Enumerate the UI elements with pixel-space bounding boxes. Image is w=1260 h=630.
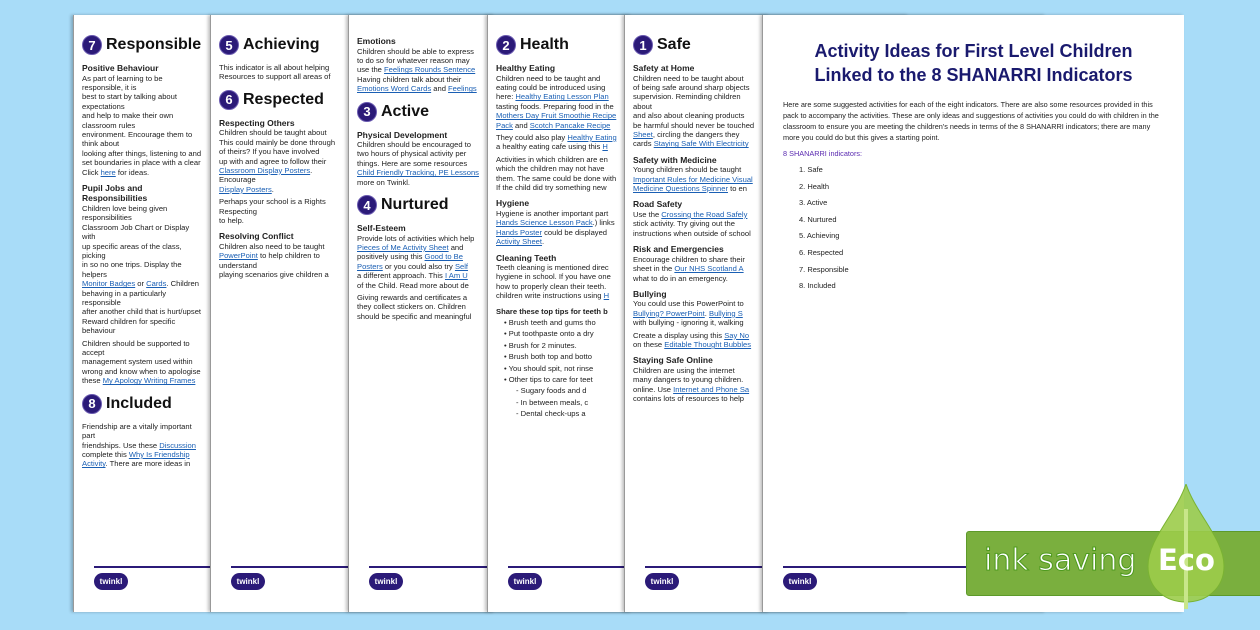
text-line: up with and agree to follow their [219,156,327,166]
text-line: be harmful should never be touched [633,120,755,130]
resource-link[interactable]: Important Rules for Medicine Visual [633,174,753,184]
text-line: and help to make their own classroom rules [82,111,174,130]
subsection-heading: Respecting Others [219,117,295,128]
text-line: these My Apology Writing Frames [82,376,196,386]
text-line: If the child did try something new [496,182,607,192]
spacer [633,149,755,152]
text-line: Children need to be taught and [496,73,601,83]
text-line [633,175,755,184]
text-line: Click here for ideas. [82,167,150,177]
text-line: to help. [219,215,244,225]
page-content [82,33,204,472]
twinkl-logo: twinkl [508,573,542,590]
text-line: Share these top tips for teeth b [496,306,608,316]
text-line: online. Use Internet and Phone Sa [633,384,750,394]
text-line: wrong and know when to apologise [82,366,201,376]
resource-link[interactable]: PowerPoint [219,251,258,261]
text-line: Monitor Badges or Cards. Children [82,279,199,289]
spacer [219,225,341,228]
text-line: after another child that is hurt/upset [82,307,202,317]
text-line: looking after things, listening to and [82,148,202,158]
text-line: things. Here are some resources [357,158,468,168]
text-line: should be specific and meaningful [357,311,472,321]
resource-link[interactable]: Feelings [448,84,477,94]
resource-link[interactable]: Bullying? PowerPoint [633,308,705,318]
resource-link[interactable]: Hands Poster [496,227,543,237]
resource-link[interactable]: Cards [146,279,167,289]
text-line: Sheet, circling the dangers they [633,129,740,139]
bullet-item: • Brush both top and botto [504,352,592,362]
spacer [357,321,479,324]
text-line: and also about cleaning products [633,111,745,121]
spacer [82,469,204,472]
text-line: Young children should be taught [633,165,742,175]
spacer [633,238,755,241]
text-line: positively using this Good to Be [357,252,463,262]
text-line: Hygiene is another important part [496,208,609,218]
indicator-item: 1. Safe [799,165,823,174]
text-line: Pack and Scotch Pancake Recipe [496,120,611,130]
text-line: Children should be encouraged to [357,140,471,150]
text-line: set boundaries in place with a clear [82,158,201,168]
subsection-heading: Bullying [633,288,667,299]
text-line: a healthy eating cafe using this H [496,142,608,152]
text-line: Use the Crossing the Road Safely [633,209,748,219]
text-line: This indicator is all about helping [219,63,330,72]
text-line: environment. Encourage them to think about [82,129,193,149]
text-line: children write instructions using H [496,291,610,301]
text-line: friendships. Use these Discussion [82,440,196,450]
resource-link[interactable]: Hands Science Lesson Pack [496,218,593,228]
subsection-heading: Resolving Conflict [219,231,294,242]
resource-link[interactable]: Our NHS Scotland A [674,264,744,274]
section-title: Nurtured [381,196,449,214]
text-line: many dangers to young children. [633,375,744,385]
section-title: Included [106,394,172,412]
resource-link[interactable]: Discussion [159,440,196,450]
section-title: Responsible [106,36,202,53]
text-line: how to properly clean their teeth. [496,281,607,291]
section-title: Achieving [243,36,320,53]
text-line: Having children talk about their [357,74,462,84]
number-badge-icon: 3 [357,102,377,122]
resource-link[interactable]: Child Friendly Tracking, PE Lessons [357,168,479,178]
spacer [633,349,755,352]
resource-link[interactable]: Healthy Eating Lesson Plan [515,92,609,102]
section-heading [357,193,479,217]
resource-link[interactable]: Staying Safe With Electricity [653,139,749,149]
subsection-heading: Positive Behaviour [82,63,159,73]
resource-link[interactable]: Self [454,261,469,271]
resource-link[interactable]: Good to Be [424,252,463,262]
indicators-list [783,162,1164,295]
resource-link[interactable]: I Am U [444,271,468,281]
section-heading [496,33,618,57]
subsection-heading: Safety at Home [633,63,695,73]
page-content [633,33,755,407]
twinkl-logo: twinkl [783,573,817,590]
text-line: two hours of physical activity per [357,149,467,159]
text-line: You could use this PowerPoint to [633,299,744,309]
resource-link[interactable]: Internet and Phone Sa [673,384,750,394]
number-badge-icon: 5 [219,35,239,55]
text-line: Classroom Job Chart or Display with [82,222,190,242]
text-line: tasting foods. Preparing food in the [496,101,614,111]
text-line: up specific areas of the class, picking [82,241,182,260]
subsection-heading: Staying Safe Online [633,355,713,366]
indicator-item: 3. Active [799,198,828,208]
text-line: As part of learning to be responsible, it is [82,73,163,92]
text-line: instructions when outside of school [633,228,751,238]
eco-label: Eco [1158,543,1215,577]
text-line: management system used within [82,357,193,367]
bullet-item: • Other tips to care for teet [504,375,593,385]
resource-link[interactable]: Activity [82,459,106,469]
text-line: contains lots of resources to help [633,394,745,404]
resource-link[interactable]: here [100,167,116,177]
sub-bullet-item: - In between meals, c [516,397,589,407]
text-line: hygiene in school. If you have one [496,272,611,282]
section-heading [219,88,341,112]
text-line: a different approach. This I Am U [357,271,468,281]
text-line: more on Twinkl. [357,177,411,187]
text-line: which the children may not have [496,164,605,174]
resource-link[interactable]: Why Is Friendship [128,449,190,459]
subsection-heading: Cleaning Teeth [496,252,557,263]
resource-link[interactable]: Classroom Display Posters [219,165,311,175]
text-line: They could also play Healthy Eating [496,132,617,142]
resource-link[interactable]: Bullying S [709,308,743,318]
resource-link[interactable]: Sheet [633,129,653,139]
indicator-item: 2. Health [799,181,830,191]
page-content [357,36,479,324]
subsection-heading: Hygiene [496,198,530,209]
resource-link[interactable]: Crossing the Road Safely [661,209,748,219]
spacer [496,247,618,250]
resource-link[interactable]: Monitor Badges [82,279,136,289]
text-line: of theirs? If you have involved [219,147,320,157]
resource-link[interactable]: Say No [724,330,750,340]
sub-bullet-item: - Sugary foods and d [516,386,587,396]
bullet-item: • You should spit, not rinse [504,363,594,373]
text-line: complete this Why Is Friendship [82,449,190,459]
indicator-item: 8. Included [799,281,836,291]
text-line: Emotions Word Cards and Feelings [357,84,477,94]
indicator-item: 5. Achieving [799,231,840,241]
number-badge-icon: 1 [633,35,653,55]
text-line: supervision. Reminding children about [633,92,741,111]
subsection-heading: Pupil Jobs and Responsibilities [82,182,148,204]
resource-link[interactable]: Editable Thought Bubbles [664,340,752,350]
section-title: Active [381,102,430,120]
text-line: playing scenarios give children a [219,270,329,280]
spacer [496,301,618,304]
number-badge-icon: 6 [219,90,239,110]
text-line: cards Staying Safe With Electricity [633,139,749,149]
indicator-item: 6. Respected [799,247,844,257]
resource-link[interactable]: Feelings Rounds Sentence [384,65,476,75]
resource-link[interactable]: Mothers Day Fruit Smoothie Recipe [496,111,617,121]
section-heading [219,33,341,57]
text-line: PowerPoint to help children to understand [219,251,320,270]
subsection-heading: Safety with Medicine [633,154,717,165]
section-title: Safe [657,36,691,53]
text-line: to do so for whatever reason may [357,55,470,65]
text-line: Children are using the internet [633,365,735,375]
text-line: sheet in the Our NHS Scotland A [633,264,744,274]
subsection-heading: Risk and Emergencies [633,244,724,255]
text-line: Activity. There are more ideas in [82,459,191,469]
text-line: on these Editable Thought Bubbles [633,340,752,350]
text-line: Classroom Display Posters. Encourage [219,165,313,185]
spacer [496,192,618,195]
text-line: Resources to support all areas of [219,72,331,82]
text-line: stick activity. Try giving out the [633,219,735,229]
subsection-heading: Self-Esteem [357,223,406,234]
text-line: Pieces of Me Activity Sheet and [357,242,464,252]
page-content [219,33,341,283]
text-line: in so no one trips. Display the helpers [82,260,182,279]
indicators-heading: 8 SHANARRI indicators: [783,149,863,158]
text-line: Children should be supported to accept [82,338,190,358]
cover-title [783,39,1164,87]
twinkl-logo: twinkl [645,573,679,590]
title-line-2: Linked to the 8 SHANARRI Indicators [814,65,1133,85]
text-line: Bullying? PowerPoint. Bullying S [633,308,743,318]
text-line: Activities in which children are en [496,154,608,164]
section-heading [633,33,755,57]
bullet-item: • Brush teeth and gums tho [504,318,596,328]
spacer [82,177,204,180]
text-line: with bullying - ignoring it, walking [633,318,744,328]
text-line: they collect stickers on. Children [357,302,466,312]
text-line: Giving rewards and certificates a [357,293,468,302]
subsection-heading: Road Safety [633,199,683,210]
text-line: them. The same could be done with [496,173,617,183]
bullet-item: • Put toothpaste onto a dry [504,329,594,339]
text-line: This could mainly be done through [219,137,336,147]
resource-link[interactable]: Healthy Eating [567,132,617,142]
text-line [357,168,479,177]
section-title: Health [520,36,569,53]
text-line: Children also need to be taught [219,241,325,251]
text-line: Create a display using this Say No [633,330,750,340]
spacer [633,193,755,196]
ink-saving-label: ink saving [984,543,1137,578]
resource-link[interactable]: Scotch Pancake Recipe [529,120,611,130]
cover-page [762,15,1184,612]
twinkl-logo: twinkl [369,573,403,590]
spacer [496,419,618,422]
spacer [633,283,755,286]
resource-link[interactable]: Activity Sheet [496,237,543,247]
text-line: Reward children for specific behaviour [82,316,176,336]
spacer [219,280,341,283]
number-badge-icon: 4 [357,195,377,215]
text-line: Perhaps your school is a Rights Respecting [219,197,326,216]
subsection-heading: Emotions [357,36,396,46]
text-line: Hands Science Lesson Pack.) links [496,218,615,228]
text-line: Children need to be taught about [633,73,744,83]
indicator-item: 7. Responsible [799,264,849,274]
text-line: Children should be taught about [219,128,327,138]
text-line [496,111,618,120]
title-line-1: Activity Ideas for First Level Children [814,41,1133,61]
spacer [633,404,755,407]
resource-link[interactable]: H [602,142,608,152]
resource-link[interactable]: Display Posters [219,184,272,194]
text-line: behaving in a particularly responsible [82,288,167,308]
text-line: Posters or you could also try Self [357,261,469,271]
sub-bullet-item: - Dental check-ups a [516,409,586,419]
twinkl-logo: twinkl [231,573,265,590]
subsection-heading: Physical Development [357,129,448,140]
resource-link[interactable]: Pack [496,120,513,130]
resource-link[interactable]: Emotions Word Cards [357,84,432,94]
text-line: Hands Poster could be displayed [496,227,608,237]
section-heading [357,100,479,124]
section-heading [82,33,204,57]
resource-link[interactable]: My Apology Writing Frames [102,376,196,386]
text-line: Display Posters. [219,184,274,194]
section-title: Respected [243,90,324,108]
text-line: of being safe around sharp objects [633,82,750,92]
bullet-item: • Brush for 2 minutes. [504,340,577,350]
text-line: Provide lots of activities which help [357,233,475,243]
text-line: of the Child. Read more about de [357,280,469,290]
text-line: Activity Sheet. [496,237,545,247]
text-line: Children love being given responsibilities [82,203,168,223]
intro-text: Here are some suggested activities for each of the eight indicators. There are also some resources provided in this pack to accompany the activities. These are only ideas and suggestions of activities you could do with children in the classroom to ensure you are meeting the children's needs in terms of the 8 SHANARRI indicators; there are many more you could do but this gives a starting point. [783,100,1159,142]
number-badge-icon: 8 [82,394,102,414]
text-line: Medicine Questions Spinner to en [633,184,747,194]
text-line: Friendship are a vitally important part [82,421,192,441]
number-badge-icon: 2 [496,35,516,55]
page-content [496,33,618,422]
number-badge-icon: 7 [82,35,102,55]
resource-link[interactable]: Medicine Questions Spinner [633,184,728,194]
text-line: what to do in an emergency. [633,273,728,283]
resource-link[interactable]: H [603,291,610,301]
resource-link[interactable]: Posters [357,261,383,271]
indicator-item: 4. Nurtured [799,214,837,224]
resource-link[interactable]: Pieces of Me Activity Sheet [357,242,449,252]
text-line: eating could be introduced using [496,82,606,92]
text-line: Teeth cleaning is mentioned direc [496,263,609,272]
subsection-heading: Healthy Eating [496,63,556,73]
twinkl-logo: twinkl [94,573,128,590]
text-line: best to start by talking about expectations [82,92,177,111]
text-line: use the Feelings Rounds Sentence [357,65,476,75]
text-line: here: Healthy Eating Lesson Plan [496,92,609,102]
text-line: Children should be able to express [357,46,474,56]
text-line: Encourage children to share their [633,254,745,264]
section-heading [82,392,204,416]
